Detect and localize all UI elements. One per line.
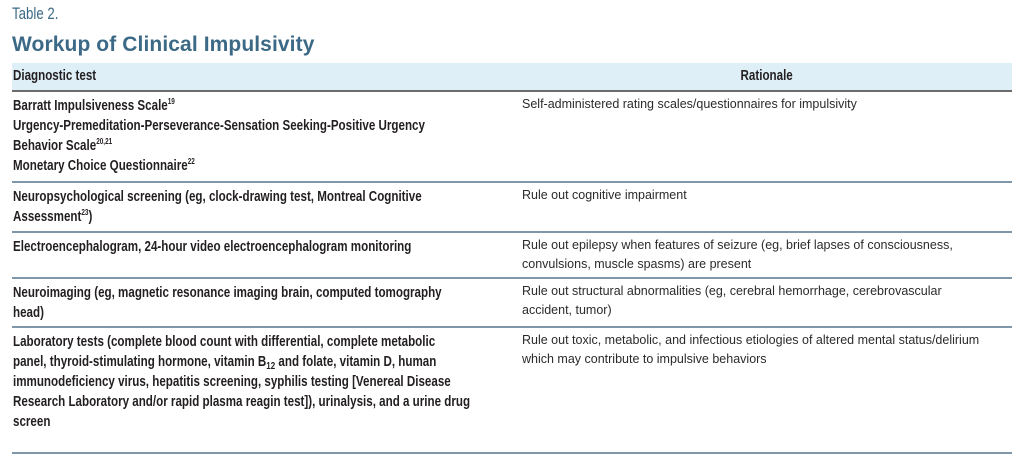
text: panel, thyroid-stimulating hormone, vitamin B (13, 354, 267, 370)
table-title: Workup of Clinical Impulsivity (12, 33, 315, 56)
column-header-rationale: Rationale (740, 68, 794, 84)
reference-superscript: 19 (167, 97, 175, 106)
cell-line: Rule out cognitive impairment (522, 188, 687, 202)
text: and folate, vitamin D, human (275, 354, 437, 370)
cell-line: Rule out toxic, metabolic, and infectious etiologies of altered mental status/delirium (522, 333, 980, 347)
cell-line (13, 392, 493, 412)
text: Monetary Choice Questionnaire (13, 158, 188, 174)
subscript: 12 (266, 361, 276, 372)
rationale-cell (522, 186, 1012, 205)
reference-superscript: 23 (81, 208, 89, 217)
cell-line: Rule out structural abnormalities (eg, cerebral hemorrhage, cerebrovascular (522, 284, 942, 298)
rationale-cell (522, 282, 1012, 319)
cell-line (13, 96, 493, 116)
table-row (12, 326, 1012, 430)
text: Behavior Scale (13, 138, 97, 154)
text: screen (13, 414, 51, 430)
cell-line: convulsions, muscle spasms) are present (522, 256, 752, 271)
cell-line (13, 116, 493, 136)
table-header (12, 63, 1012, 92)
text: Research Laboratory and/or rapid plasma reagin test]), urinalysis, and a urine drug (13, 394, 471, 410)
cell-line (13, 303, 493, 323)
reference-superscript: 20,21 (96, 137, 113, 146)
table-row (12, 231, 1012, 271)
cell-line (13, 372, 493, 392)
column-header-diagnostic-test: Diagnostic test (13, 68, 97, 84)
text: Assessment (13, 209, 82, 225)
table-label: Table 2. (12, 4, 59, 23)
cell-line (13, 207, 493, 227)
reference-superscript: 22 (187, 157, 195, 166)
cell-line (13, 412, 493, 432)
text: ) (88, 209, 93, 225)
text: Urgency-Premeditation-Perseverance-Sensation Seeking-Positive Urgency (13, 118, 425, 134)
cell-line: Rule out epilepsy when features of seizure (eg, brief lapses of consciousness, (522, 238, 953, 252)
text: Neuroimaging (eg, magnetic resonance imaging brain, computed tomography (13, 285, 442, 301)
table-row (12, 277, 1012, 321)
text: Electroencephalogram, 24-hour video electroencephalogram monitoring (13, 239, 412, 255)
rationale-cell (522, 236, 1012, 273)
cell-line (13, 332, 493, 352)
cell-line (13, 237, 493, 257)
text: Neuropsychological screening (eg, clock-drawing test, Montreal Cognitive (13, 189, 422, 205)
cell-line (13, 352, 493, 372)
text: head) (13, 305, 44, 321)
text: immunodeficiency virus, hepatitis screening, syphilis testing [Venereal Disease (13, 374, 451, 390)
cell-line (13, 136, 493, 156)
table-bottom-rule (12, 452, 1012, 454)
text: Barratt Impulsiveness Scale (13, 98, 168, 114)
cell-line: which may contribute to impulsive behaviors (522, 351, 767, 366)
cell-line (13, 283, 493, 303)
cell-line (13, 187, 493, 207)
cell-line: accident, tumor) (522, 302, 612, 317)
rationale-cell (522, 331, 1012, 368)
cell-line: Self-administered rating scales/questionnaires for impulsivity (522, 97, 857, 111)
rationale-cell (522, 95, 1012, 114)
text: Laboratory tests (complete blood count with differential, complete metabolic (13, 334, 436, 350)
cell-line (13, 156, 493, 176)
table-row (12, 181, 1012, 225)
